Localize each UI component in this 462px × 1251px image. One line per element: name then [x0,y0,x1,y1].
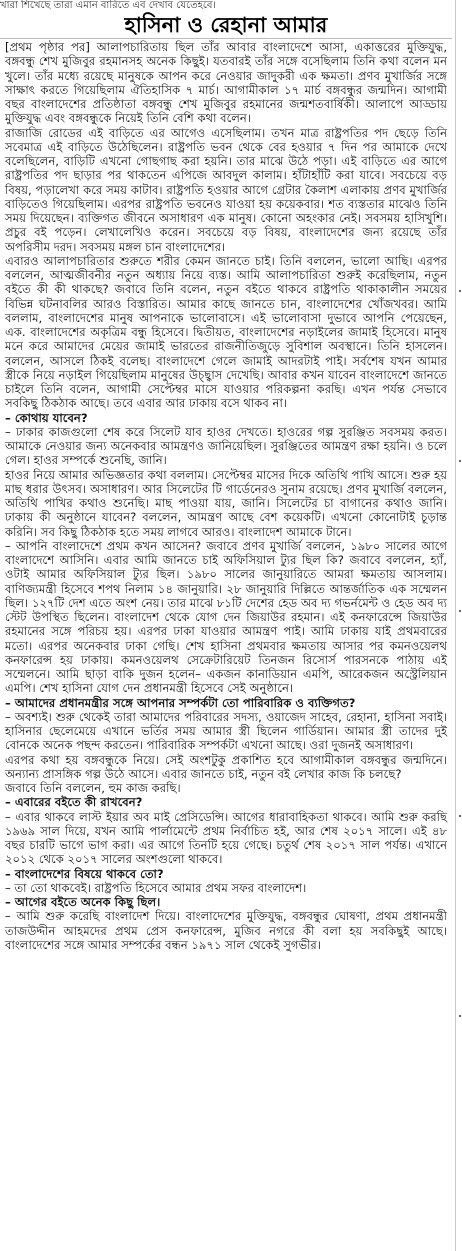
article-paragraph: – এবার থাকবে লাস্ট ইয়ার অব মাই প্রেসিডেন্সি। আগের ধারাবাহিকতা থাকবে। আমি শুরু করছি ১৯৬৯ সাল দিয়ে, যখন আমি পার্লামেন্টে প্রথম নির্বাচিত হই, আর শেষ ২০১৭ সালে। এই ৪৮ বছর চারটি ভাগে ভাগ করা। এর আগে তিনটি হয়ে গেছে। চতুর্থ শেষ ২০১৭ সাল পর্যন্ত। এখানে ২০১২ থেকে ২০১৭ সালের অংশগুলো থাকবে। [5,809,447,867]
edge-mark [459,815,461,817]
column-divider [455,0,456,1251]
interview-question: – বাংলাদেশের বিষয়ে থাকবে তো? [5,866,164,881]
article-paragraph: এরপর কথা হয় বঙ্গবন্ধুকে নিয়ে। সেই অংশটুকু প্রকাশিত হবে আগামীকাল বঙ্গবন্ধুর জন্মদিনে। অন্যান্য প্রাসঙ্গিক গল্প উঠে আসে। এবার জানতে চাই, নতুন বই লেখার কাজ কি চলছে? [5,752,447,781]
edge-mark [459,1015,461,1017]
edge-mark [459,290,461,292]
interview-question: – আগের বইতে অনেক কিছু ছিল। [5,895,161,909]
article-paragraph: – আমি শুরু করেছি বাংলাদেশ দিয়ে। বাংলাদেশের মুক্তিযুদ্ধ, বঙ্গবন্ধুর ঘোষণা, প্রথম প্রধানমন্ত্রী তাজউদ্দীন আহমদের প্রথম প্রেস কনফারেন্স, মুজিব নগরে কী বলা হয় সবকিছুই আছে। বাংলাদেশের সঙ্গে আমার সম্পর্কের বন্ধন ১৯৭১ সাল থেকেই সুগভীর। [5,909,447,952]
edge-mark [459,610,461,612]
article-paragraph: – ঢাকার কাজগুলো শেষ করে সিলেট যাব হাওর দেখতে। হাওরের গল্প সুরঞ্জিত সবসময় করত। আমাকে নেওয়ার জন্য অনেকবার আমন্ত্রণও জানিয়েছিল। সুরঞ্জিতের আমন্ত্রণ রক্ষা হয়নি। ও চলে গেল। হাওর সম্পর্কে শুনেছি, জানি। [5,424,447,468]
previous-article-text: খারা শিখেছে তারা এমান বারিতে এব দেখাব যেতেহবে। [0,0,217,11]
interview-question: – এবারের বইতে কী রাখবেন? [5,795,143,810]
article-paragraph: – তা তো থাকবেই। রাষ্ট্রপতি হিসেবে আমার প্রথম সফর বাংলাদেশ। [5,880,307,895]
article-paragraph: হাওর নিয়ে আমার অভিজ্ঞতার কথা বললাম। সেপ্টেম্বর মাসের দিকে অতিথি পাখি আসে। শুরু হয় মাছ ধরার উৎসব। অসাধারণ। আর সিলেটের টি গার্ডেনেরও সুনাম রয়েছে। প্রণব মুখার্জি বললেন, অতিথি পাখির কথাও শুনেছি। মাছ পাওয়া যায়, জানি। সিলেটের চা বাগানের কথাও জানি। ঢাকায় কী অনুষ্ঠানে যাবেন? বললেন, আমন্ত্রণ আছে বেশ কয়েকটি। এখনো কোনোটাই চূড়ান্ত করিনি। সব কিছু ঠিকঠাক হতে সময় লাগবে আরও। বাংলাদেশ আমাকে টানে। [5,467,447,539]
article-body [5,40,447,952]
interview-question: – আমাদের প্রধানমন্ত্রীর সঙ্গে আপনার সম্পর্কটা তো পারিবারিক ও ব্যক্তিগত? [5,695,356,710]
article-paragraph: [প্রথম পৃষ্ঠার পর] আলাপচারিতায় ছিল তাঁর আবার বাংলাদেশে আসা, একাত্তরের মুক্তিযুদ্ধ, বঙ্গবন্ধু শেখ মুজিবুর রহমানসহ অনেক কিছুই। যতবারই তাঁর সঙ্গে বসেছিলাম তিনি কথা বলেন মন খুলে। তাঁর মধ্যে রয়েছে মানুষকে আপন করে নেওয়ার জাদুকরী এক ক্ষমতা। প্রণব মুখার্জির সঙ্গে সাক্ষাৎ করতে গিয়েছিলাম ঐতিহাসিক ৭ মার্চ। আগামীকাল ১৭ মার্চ বঙ্গবন্ধুর জন্মদিন। আগামী বছর বাংলাদেশের প্রতিষ্ঠাতা বঙ্গবন্ধু শেখ মুজিবুর রহমানের জন্মশতবার্ষিকী। আলাপে আড্ডায় মুক্তিযুদ্ধ এবং বঙ্গবন্ধুকে নিয়েই তিনি বেশি কথা বলেন। [5,40,447,126]
article-paragraph: এবারও আলাপচারিতার শুরুতে শরীর কেমন জানতে চাই। তিনি বললেন, ভালো আছি। এরপর বললেন, আত্মজীবনীর নতুন অধ্যায় নিয়ে ব্যস্ত। আমি আলাপচারিতা শুরুই করেছিলাম, নতুন বইতে কী কী থাকছে? জবাবে তিনি বলেন, নতুন বইতে থাকবে রাষ্ট্রপতি থাকাকালীন সময়ের বিভিন্ন ঘটনাবলির আরও বিস্তারিত। আমার কাছে জানতে চান, বাংলাদেশের খোঁজখবর। আমি বললাম, বাংলাদেশের মানুষ আপনাকে ভালোবাসে। এই ভালোবাসা দুভাবে আপনি পেয়েছেন, এক. বাংলাদেশের অকৃত্রিম বন্ধু হিসেবে। দ্বিতীয়ত, বাংলাদেশের নড়াইলের জামাই হিসেবে। মানুষ মনে করে আমাদের মেয়ের জামাই ভারতের রাজনীতিজুড়ে সুবিশাল অবস্থানে। তিনি হাসলেন। বললেন, আসলে ঠিকই বলেছ। বাংলাদেশে গেলে জামাই আদরটাই পাই। সর্বশেষ যখন আমার স্ত্রীকে নিয়ে নড়াইল গিয়েছিলাম মানুষের উচ্ছ্বাস দেখেছি। আবার কখন যাবেন বাংলাদেশে জানতে চাইলে তিনি বলেন, আগামী সেপ্টেম্বর মাসে যাওয়ার পরিকল্পনা করছি। এখন পর্যন্ত সেভাবে সবকিছু ঠিকঠাক আছে। তবে এবার আর ঢাকায় বসে থাকব না। [5,253,447,411]
article-paragraph: জবাবে তিনি বললেন, হুম কাজ করছি। [5,781,181,795]
article-paragraph: – অবশ্যই। শুরু থেকেই তারা আমাদের পরিবারের সদস্য, ওয়াজেদ সাহেব, রেহানা, হাসিনা সবাই। হাসিনার ছেলেমেয়ে এখানে ভর্তির সময় আমার স্ত্রী ছিলেন গার্ডিয়ান। আমার স্ত্রী তাদের দুই বোনকে অনেক পছন্দ করতেন। পারিবারিক সম্পর্কটা এখনো আছে। ওরা দুজনই অসাধারণ। [5,709,447,753]
article-headline: হাসিনা ও রেহানা আমার [124,13,328,37]
edge-mark [459,460,461,462]
interview-question: – কোথায় যাবেন? [5,410,88,425]
headline-divider [0,38,452,39]
article-paragraph: রাজাজি রোডের এই বাড়িতে এর আগেও এসেছিলাম। তখন মাত্র রাষ্ট্রপতির পদ ছেড়ে তিনি সবেমাত্র এই বাড়িতে উঠেছিলেন। রাষ্ট্রপতি ভবন থেকে বের হওয়ার ৭ দিন পর আমাকে দেখে বলেছিলেন, বাড়িটি এখনো গোছগাছ করা হয়নি। তার মাঝে উঠে পড়া। এই বাড়িতে এর আগে রাষ্ট্রপতির পদ ছাড়ার পর থাকতেন এপিজে আবদুল কালাম। হাঁটাহাঁটি করা যাবে। সবচেয়ে বড় বিষয়, পড়ালেখা করে সময় কাটাব। রাষ্ট্রপতি হওয়ার আগে গ্রেটার কৈলাশ এলাকায় প্রণব মুখার্জির বাড়িতেও গিয়েছিলাম। এরপর রাষ্ট্রপতি ভবনেও যাওয়া হয় কয়েকবার। শত ব্যস্ততার মাঝেও তিনি সময় দিয়েছেন। ব্যক্তিগত জীবনে অসাধারণ এক মানুষ। কোনো অহংকার নেই। সবসময় হাসিখুশি। প্রচুর বই পড়েন। লেখালেখিও করেন। সবচেয়ে বড় বিষয়, বাংলাদেশের জন্য রয়েছে তাঁর অপরিসীম দরদ। সবসময় মঙ্গল চান বাংলাদেশের। [5,125,447,254]
article-paragraph: – আপনি বাংলাদেশে প্রথম কখন আসেন? জবাবে প্রণব মুখার্জি বললেন, ১৯৮০ সালের আগে বাংলাদেশে আসিনি। এবার আমি জানতে চাই অফিসিয়াল ট্যুর ছিল কি? জবাবে বললেন, হ্যাঁ, ওটাই আমার অফিসিয়াল ট্যুর ছিল। ১৯৮০ সালের জানুয়ারিতে আমরা ক্ষমতায় আসলাম। বাণিজ্যমন্ত্রী হিসেবে শপথ নিলাম ১৪ জানুয়ারি। ২৮ জানুয়ারি দিল্লিতে আন্তর্জাতিক এক সম্মেলন ছিল। ১২৭টি দেশ এতে অংশ নেয়। তার মাঝে ৮১টি দেশের হেড অব দ্য গভর্নমেন্ট ও হেড অব দ্য স্টেট উপস্থিত ছিলেন। বাংলাদেশ থেকে যোগ দেন জিয়াউর রহমান। এই কনফারেন্সে জিয়াউর রহমানের সঙ্গে পরিচয় হয়। এরপর ঢাকা যাওয়ার আমন্ত্রণ পাই। আমি ঢাকায় যাই প্রথমবারের মতো। এরপর অনেকবার ঢাকা গেছি। শেখ হাসিনা প্রথমবার ক্ষমতায় আসার পর কমনওয়েলথ কনফারেন্স হয় ঢাকায়। কমনওয়েলথ সেক্রেটারিয়েট তিনজন রিসোর্স পারসনকে পাঠায় এই সম্মেলনে। আমি ছাড়া বাকি দুজন হলেন– একজন কানাডিয়ান এমপি, আরেকজন অস্ট্রেলিয়ান এমপি। শেখ হাসিনা যোগ দেন প্রধানমন্ত্রী হিসেবে সেই অনুষ্ঠানে। [5,538,447,696]
